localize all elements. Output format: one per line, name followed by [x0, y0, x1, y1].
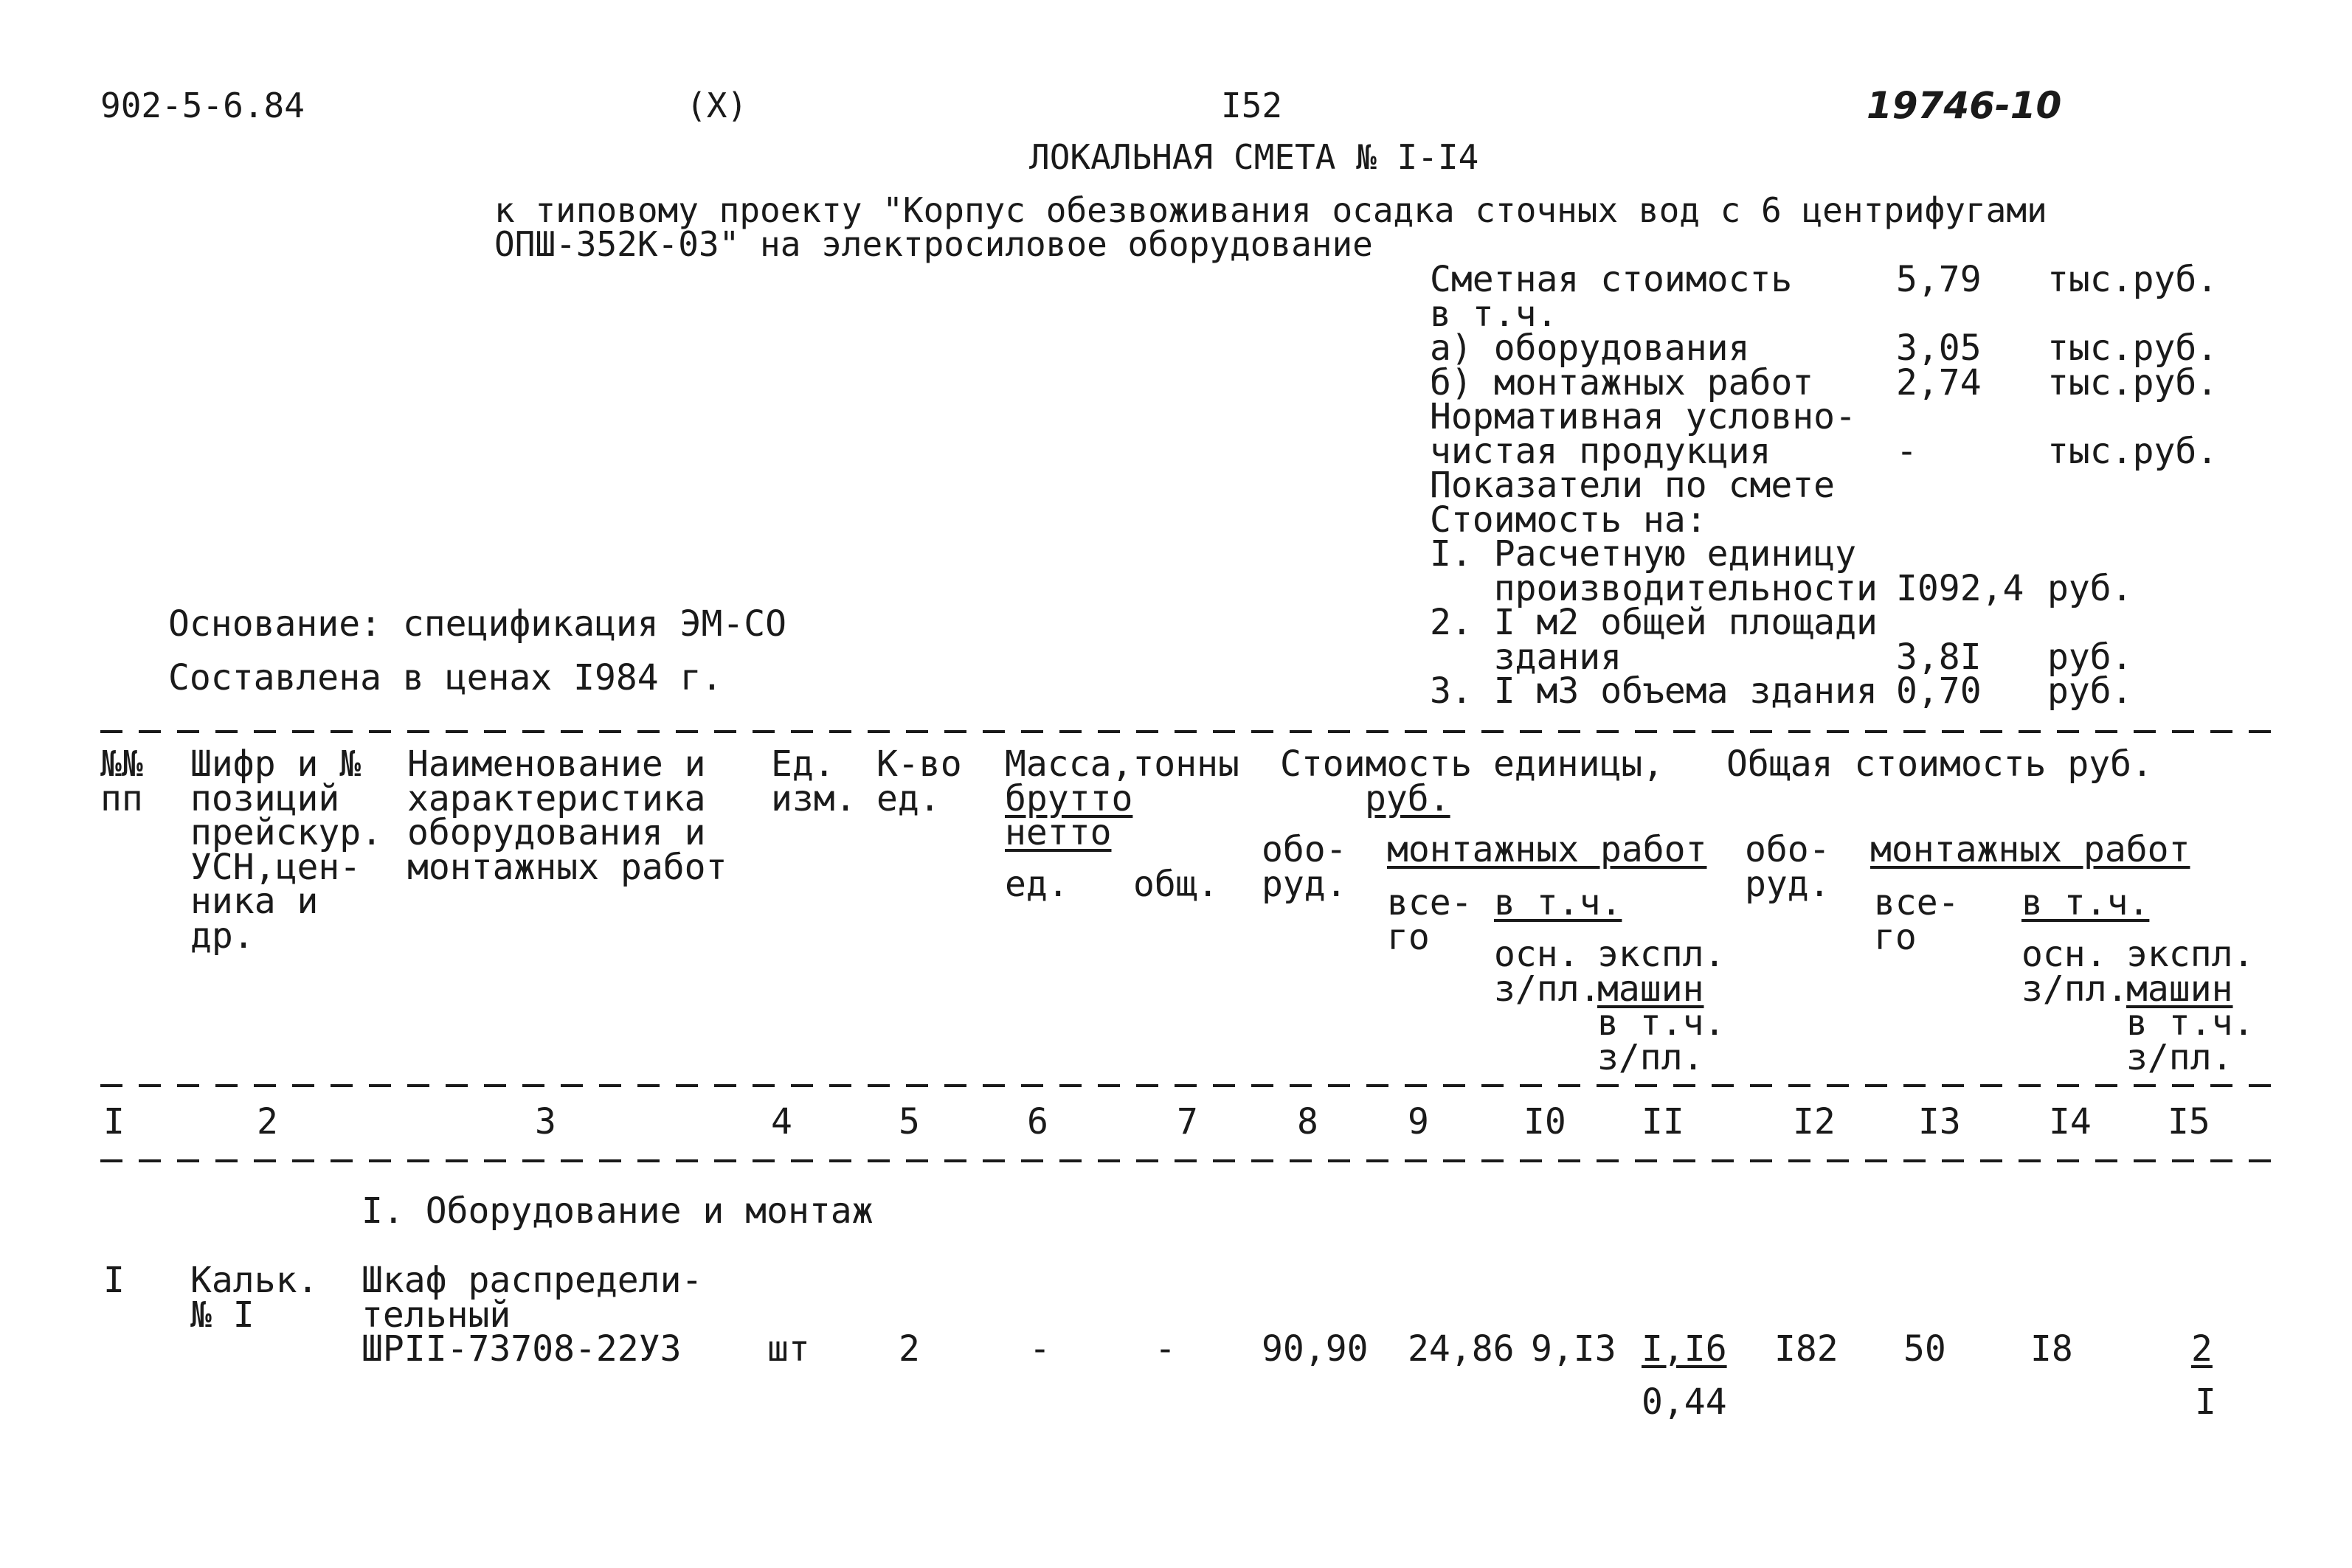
column-number: 6: [1027, 1101, 1048, 1142]
header-unit-equipment: руд.: [1262, 863, 1347, 905]
row-unit-equipment: 90,90: [1262, 1328, 1369, 1370]
summary-label: в т.ч.: [1430, 293, 1558, 335]
row-mass-total: -: [1155, 1328, 1176, 1370]
header-total-machine: в т.ч.: [2126, 1002, 2255, 1044]
header-mass: брутто: [1005, 777, 1133, 819]
document-code: 902-5-6.84: [100, 86, 305, 125]
header-col-code: УСН,цен-: [190, 846, 362, 888]
header-total-incl: в т.ч.: [2021, 882, 2150, 923]
header-col-unit: Ед.: [771, 743, 835, 785]
header-col-code: Шифр и №: [190, 743, 362, 785]
header-unit-machine: машин: [1597, 968, 1704, 1010]
row-name: ШРII-73708-22У3: [362, 1328, 682, 1370]
header-col-name: оборудования и: [407, 812, 706, 853]
summary-value: 5,79: [1896, 259, 1982, 300]
column-numbers-rule: [100, 1159, 2277, 1162]
row-unit-machine-wage: 0,44: [1642, 1381, 1727, 1423]
summary-label: 3. I м3 объема здания: [1430, 670, 1878, 712]
summary-label: 2. I м2 общей площади: [1430, 602, 1878, 643]
header-bottom-rule: [100, 1084, 2277, 1087]
summary-label: I. Расчетную единицу: [1430, 533, 1856, 575]
column-number: 4: [771, 1101, 792, 1142]
header-total-installation: монтажных работ: [1870, 829, 2190, 870]
header-col-code: ника и: [190, 881, 319, 922]
summary-label: а) оборудования: [1430, 327, 1750, 369]
summary-value: -: [1896, 430, 1917, 472]
header-col-unit: изм.: [771, 777, 857, 819]
row-unit: шт: [767, 1328, 810, 1370]
header-total-base-wage: осн.: [2021, 934, 2107, 975]
header-unit-machine: экспл.: [1597, 934, 1726, 975]
summary-unit: тыс.руб.: [2047, 361, 2218, 403]
summary-value: 0,70: [1896, 670, 1982, 712]
header-col-number: пп: [100, 777, 143, 819]
header-total-inst-total: го: [1874, 916, 1917, 958]
header-total-machine: экспл.: [2126, 934, 2255, 975]
summary-label: Сметная стоимость: [1430, 259, 1793, 300]
summary-unit: тыс.руб.: [2047, 430, 2218, 472]
column-number: I5: [2168, 1101, 2210, 1142]
row-name: тельный: [362, 1294, 511, 1336]
header-unit-inst-total: го: [1387, 916, 1430, 958]
basis-line: Основание: спецификация ЭМ-СО: [168, 603, 787, 645]
column-number: 2: [257, 1101, 278, 1142]
row-mass-unit: -: [1029, 1328, 1051, 1370]
header-total-cost: Общая стоимость руб.: [1726, 743, 2153, 785]
column-number: 8: [1297, 1101, 1318, 1142]
row-unit-base-wage: 9,I3: [1531, 1328, 1616, 1370]
summary-unit: руб.: [2047, 670, 2133, 712]
row-total-machine-wage: I: [2195, 1381, 2216, 1423]
header-unit-inst-total: все-: [1387, 882, 1473, 923]
header-total-machine: машин: [2126, 968, 2233, 1010]
header-unit-installation: монтажных работ: [1387, 829, 1707, 870]
table-top-rule: [100, 730, 2277, 733]
header-total-base-wage: з/пл.: [2021, 968, 2128, 1010]
summary-label: Нормативная условно-: [1430, 396, 1856, 437]
summary-unit: руб.: [2047, 567, 2133, 609]
header-unit-cost: Стоимость единицы,: [1280, 743, 1664, 785]
summary-value: I092,4: [1896, 567, 2024, 609]
summary-unit: тыс.руб.: [2047, 259, 2218, 300]
page-number: I52: [1221, 86, 1283, 125]
header-unit-machine: з/пл.: [1597, 1036, 1704, 1078]
summary-label: производительности: [1430, 567, 1878, 609]
estimate-subtitle-line2: ОПШ-352К-03" на электросиловое оборудование: [494, 224, 1373, 264]
row-name: Шкаф распредели-: [362, 1260, 703, 1301]
header-col-quantity: К-во: [876, 743, 962, 785]
header-col-quantity: ед.: [876, 777, 941, 819]
column-number: I3: [1918, 1101, 1961, 1142]
column-number: I4: [2049, 1101, 2092, 1142]
header-unit-equipment: обо-: [1262, 829, 1347, 870]
roman-numeral: (X): [686, 86, 748, 125]
header-mass: Масса,тонны: [1005, 743, 1239, 785]
price-level-line: Составлена в ценах I984 г.: [168, 657, 723, 698]
summary-value: 2,74: [1896, 361, 1982, 403]
header-total-equipment: обо-: [1745, 829, 1830, 870]
header-mass-unit: ед.: [1005, 864, 1069, 905]
summary-value: 3,05: [1896, 327, 1982, 369]
header-unit-incl: в т.ч.: [1494, 882, 1622, 923]
row-total-machine: 2: [2191, 1328, 2213, 1370]
header-mass-total: общ.: [1133, 864, 1219, 905]
summary-label: б) монтажных работ: [1430, 361, 1814, 403]
summary-label: Стоимость на:: [1430, 499, 1707, 541]
summary-label: здания: [1430, 636, 1622, 678]
row-code: № I: [190, 1294, 255, 1336]
header-unit-base-wage: осн.: [1494, 934, 1580, 975]
header-unit-base-wage: з/пл.: [1494, 968, 1601, 1010]
column-number: I2: [1793, 1101, 1836, 1142]
column-number: I: [103, 1101, 125, 1142]
summary-label: Показатели по смете: [1430, 465, 1836, 506]
header-col-code: позиций: [190, 777, 340, 819]
row-unit-inst-total: 24,86: [1408, 1328, 1515, 1370]
summary-value: 3,8I: [1896, 636, 1982, 678]
row-quantity: 2: [899, 1328, 920, 1370]
summary-unit: тыс.руб.: [2047, 327, 2218, 369]
header-total-inst-total: все-: [1874, 882, 1960, 923]
summary-unit: руб.: [2047, 636, 2133, 678]
row-unit-machine: I,I6: [1642, 1328, 1727, 1370]
column-number: 3: [535, 1101, 556, 1142]
row-total-equipment: I82: [1774, 1328, 1839, 1370]
column-number: 9: [1408, 1101, 1429, 1142]
summary-label: чистая продукция: [1430, 430, 1771, 472]
row-total-base-wage: I8: [2030, 1328, 2073, 1370]
column-number: 5: [899, 1101, 920, 1142]
header-col-code: др.: [190, 915, 255, 957]
header-col-name: характеристика: [407, 777, 706, 819]
header-col-name: монтажных работ: [407, 846, 727, 888]
header-unit-cost: руб.: [1365, 777, 1450, 819]
header-col-name: Наименование и: [407, 743, 706, 785]
column-number: 7: [1177, 1101, 1198, 1142]
estimate-title: ЛОКАЛЬНАЯ СМЕТА № I-I4: [1029, 137, 1479, 177]
header-col-number: №№: [100, 743, 143, 785]
header-mass: нетто: [1005, 812, 1112, 853]
header-total-equipment: руд.: [1745, 863, 1830, 905]
column-number: I0: [1523, 1101, 1566, 1142]
header-unit-machine: в т.ч.: [1597, 1002, 1726, 1044]
row-code: Кальк.: [190, 1260, 319, 1301]
inventory-number: 19746-10: [1867, 84, 2062, 127]
row-number: I: [103, 1260, 125, 1301]
section-title: I. Оборудование и монтаж: [362, 1190, 874, 1232]
header-total-machine: з/пл.: [2126, 1036, 2233, 1078]
header-col-code: прейскур.: [190, 812, 383, 853]
estimate-subtitle-line1: к типовому проекту "Корпус обезвоживания осадка сточных вод с 6 центрифугами: [494, 190, 2047, 230]
row-total-installation: 50: [1903, 1328, 1946, 1370]
column-number: II: [1642, 1101, 1684, 1142]
